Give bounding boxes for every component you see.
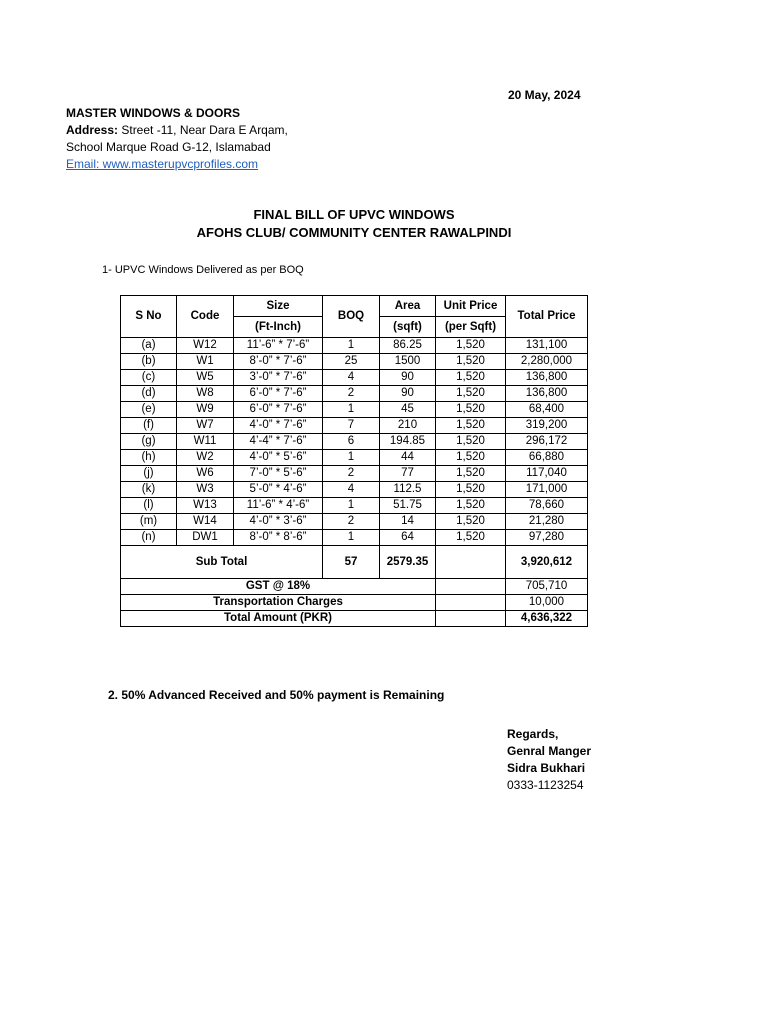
header-boq: BOQ <box>323 296 380 338</box>
cell-price: 1,520 <box>436 466 506 482</box>
table-row <box>121 370 588 386</box>
cell-boq: 1 <box>323 338 380 354</box>
cell-total: 66,880 <box>506 450 588 466</box>
cell-area: 1500 <box>380 354 436 370</box>
cell-sno: (e) <box>121 402 177 418</box>
cell-total: 136,800 <box>506 370 588 386</box>
cell-boq: 1 <box>323 450 380 466</box>
cell-size: 4’-0” * 7’-6” <box>234 418 323 434</box>
header-area-unit: (sqft) <box>380 317 436 338</box>
subtotal-boq: 57 <box>323 546 380 579</box>
cell-sno: (c) <box>121 370 177 386</box>
cell-sno: (a) <box>121 338 177 354</box>
cell-code: DW1 <box>177 530 234 546</box>
signatory-title: Genral Manger <box>507 744 592 758</box>
bill-date: 20 May, 2024 <box>508 88 581 102</box>
table-row <box>121 450 588 466</box>
table-row <box>121 418 588 434</box>
subtotal-label: Sub Total <box>121 546 323 579</box>
cell-total: 117,040 <box>506 466 588 482</box>
transport-value: 10,000 <box>506 595 588 611</box>
table-row <box>121 530 588 546</box>
cell-price: 1,520 <box>436 402 506 418</box>
cell-size: 4’-0” * 3’-6” <box>234 514 323 530</box>
cell-sno: (b) <box>121 354 177 370</box>
cell-area: 51.75 <box>380 498 436 514</box>
cell-price: 1,520 <box>436 370 506 386</box>
cell-area: 112.5 <box>380 482 436 498</box>
grand-total-value: 4,636,322 <box>506 611 588 627</box>
cell-boq: 25 <box>323 354 380 370</box>
cell-price: 1,520 <box>436 514 506 530</box>
cell-price: 1,520 <box>436 338 506 354</box>
header-code: Code <box>177 296 234 338</box>
cell-code: W5 <box>177 370 234 386</box>
cell-size: 6’-0” * 7’-6” <box>234 402 323 418</box>
header-area: Area <box>380 296 436 317</box>
address-label: Address: <box>66 123 119 137</box>
cell-code: W9 <box>177 402 234 418</box>
header-unit-price-unit: (per Sqft) <box>436 317 506 338</box>
section2-note: 2. 50% Advanced Received and 50% payment is Remaining <box>108 688 445 702</box>
cell-code: W13 <box>177 498 234 514</box>
signatory-phone: 0333-1123254 <box>507 778 584 792</box>
cell-code: W11 <box>177 434 234 450</box>
table-row <box>121 402 588 418</box>
cell-size: 8’-0” * 8’-6” <box>234 530 323 546</box>
cell-area: 90 <box>380 370 436 386</box>
cell-size: 4’-4” * 7’-6” <box>234 434 323 450</box>
bill-title-line1: FINAL BILL OF UPVC WINDOWS <box>253 207 455 222</box>
company-address-line1 <box>66 122 288 139</box>
company-email-link[interactable]: Email: www.masterupvcprofiles.com <box>66 157 259 171</box>
cell-code: W1 <box>177 354 234 370</box>
section1-heading: 1- UPVC Windows Delivered as per BOQ <box>102 264 304 276</box>
cell-price: 1,520 <box>436 498 506 514</box>
regards-text: Regards, <box>507 727 559 741</box>
gst-label: GST @ 18% <box>121 579 436 595</box>
table-row <box>121 338 588 354</box>
cell-size: 6’-0” * 7’-6” <box>234 386 323 402</box>
gst-value: 705,710 <box>506 579 588 595</box>
company-address-line2: School Marque Road G-12, Islamabad <box>66 140 271 154</box>
cell-boq: 2 <box>323 514 380 530</box>
grand-total-empty <box>436 611 506 627</box>
header-size-unit: (Ft-Inch) <box>234 317 323 338</box>
company-block <box>66 105 288 173</box>
cell-size: 7’-0” * 5’-6” <box>234 466 323 482</box>
cell-total: 2,280,000 <box>506 354 588 370</box>
cell-code: W12 <box>177 338 234 354</box>
cell-price: 1,520 <box>436 450 506 466</box>
cell-price: 1,520 <box>436 354 506 370</box>
transport-empty <box>436 595 506 611</box>
cell-total: 21,280 <box>506 514 588 530</box>
cell-area: 45 <box>380 402 436 418</box>
cell-size: 8’-0” * 7’-6” <box>234 354 323 370</box>
cell-code: W7 <box>177 418 234 434</box>
header-unit-price: Unit Price <box>436 296 506 317</box>
cell-size: 11’-6” * 4’-6” <box>234 498 323 514</box>
cell-boq: 2 <box>323 386 380 402</box>
cell-total: 68,400 <box>506 402 588 418</box>
cell-total: 171,000 <box>506 482 588 498</box>
cell-sno: (h) <box>121 450 177 466</box>
table-row <box>121 482 588 498</box>
gst-empty <box>436 579 506 595</box>
cell-total: 296,172 <box>506 434 588 450</box>
cell-sno: (l) <box>121 498 177 514</box>
cell-sno: (m) <box>121 514 177 530</box>
cell-boq: 4 <box>323 370 380 386</box>
cell-code: W14 <box>177 514 234 530</box>
cell-boq: 2 <box>323 466 380 482</box>
subtotal-empty <box>436 546 506 579</box>
cell-size: 11’-6” * 7’-6” <box>234 338 323 354</box>
address-text: Street -11, Near Dara E Arqam, <box>118 123 288 137</box>
cell-size: 4’-0” * 5’-6” <box>234 450 323 466</box>
cell-price: 1,520 <box>436 530 506 546</box>
cell-area: 44 <box>380 450 436 466</box>
cell-area: 194.85 <box>380 434 436 450</box>
cell-sno: (d) <box>121 386 177 402</box>
header-total-price: Total Price <box>506 296 588 338</box>
cell-code: W3 <box>177 482 234 498</box>
cell-boq: 7 <box>323 418 380 434</box>
bill-table <box>120 295 588 627</box>
transport-label: Transportation Charges <box>121 595 436 611</box>
header-sno: S No <box>121 296 177 338</box>
cell-code: W8 <box>177 386 234 402</box>
table-row <box>121 386 588 402</box>
cell-price: 1,520 <box>436 482 506 498</box>
cell-area: 14 <box>380 514 436 530</box>
cell-area: 77 <box>380 466 436 482</box>
cell-sno: (k) <box>121 482 177 498</box>
cell-area: 86.25 <box>380 338 436 354</box>
cell-total: 131,100 <box>506 338 588 354</box>
cell-area: 210 <box>380 418 436 434</box>
cell-sno: (n) <box>121 530 177 546</box>
subtotal-area: 2579.35 <box>380 546 436 579</box>
cell-size: 5’-0” * 4’-6” <box>234 482 323 498</box>
cell-total: 97,280 <box>506 530 588 546</box>
cell-total: 136,800 <box>506 386 588 402</box>
header-size: Size <box>234 296 323 317</box>
signatory-name: Sidra Bukhari <box>507 761 586 775</box>
bill-title <box>0 206 708 242</box>
cell-price: 1,520 <box>436 434 506 450</box>
cell-code: W6 <box>177 466 234 482</box>
cell-sno: (j) <box>121 466 177 482</box>
cell-sno: (f) <box>121 418 177 434</box>
table-row <box>121 498 588 514</box>
table-row <box>121 434 588 450</box>
cell-boq: 4 <box>323 482 380 498</box>
cell-boq: 1 <box>323 498 380 514</box>
cell-area: 64 <box>380 530 436 546</box>
grand-total-label: Total Amount (PKR) <box>121 611 436 627</box>
subtotal-total: 3,920,612 <box>506 546 588 579</box>
cell-price: 1,520 <box>436 418 506 434</box>
cell-boq: 1 <box>323 530 380 546</box>
signature-block <box>507 726 591 794</box>
company-name: MASTER WINDOWS & DOORS <box>66 106 240 120</box>
cell-price: 1,520 <box>436 386 506 402</box>
cell-area: 90 <box>380 386 436 402</box>
table-row <box>121 514 588 530</box>
cell-boq: 1 <box>323 402 380 418</box>
cell-total: 78,660 <box>506 498 588 514</box>
cell-size: 3’-0” * 7’-6” <box>234 370 323 386</box>
cell-sno: (g) <box>121 434 177 450</box>
cell-code: W2 <box>177 450 234 466</box>
cell-boq: 6 <box>323 434 380 450</box>
bill-title-line2: AFOHS CLUB/ COMMUNITY CENTER RAWALPINDI <box>196 225 512 240</box>
table-row <box>121 354 588 370</box>
cell-total: 319,200 <box>506 418 588 434</box>
table-row <box>121 466 588 482</box>
